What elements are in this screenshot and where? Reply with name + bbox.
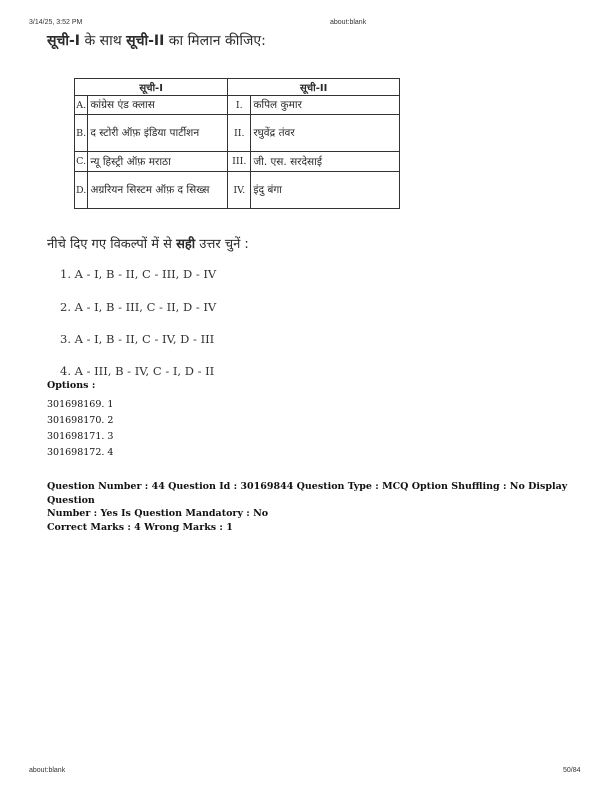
- option-id-3: 301698171. 3: [47, 431, 114, 442]
- row-left-tag: D.: [75, 172, 88, 209]
- question-heading: [47, 31, 266, 50]
- answer-choice-2: 2. A - I, B - III, C - II, D - IV: [60, 300, 217, 314]
- print-page-title: about:blank: [330, 19, 367, 26]
- meta-line-2: Number : Yes Is Question Mandatory : No: [47, 508, 269, 519]
- footer-page-number: 50/84: [563, 767, 581, 774]
- table-header-row: [75, 79, 400, 96]
- row-right-tag: II.: [228, 115, 251, 152]
- row-left-text: अग्ररियन सिस्टम ऑफ़ द सिख्स: [88, 172, 228, 209]
- row-left-text: कांग्रेस एंड क्लास: [88, 96, 228, 115]
- row-right-tag: I.: [228, 96, 251, 115]
- table-row: [75, 172, 400, 209]
- table-row: [75, 96, 400, 115]
- table-row: [75, 115, 400, 152]
- list1-header: सूची-I: [75, 79, 228, 96]
- list2-header: सूची-II: [228, 79, 400, 96]
- option-id-4: 301698172. 4: [47, 447, 114, 458]
- option-id-2: 301698170. 2: [47, 415, 114, 426]
- instruction-part1: नीचे दिए गए विकल्पों में से: [47, 237, 177, 252]
- heading-list1: सूची-I: [47, 33, 80, 49]
- row-right-text: रघुवेंद्र तंवर: [251, 115, 400, 152]
- row-right-tag: IV.: [228, 172, 251, 209]
- print-datetime: 3/14/25, 3:52 PM: [29, 19, 83, 26]
- meta-line-1: Question Number : 44 Question Id : 30169844 Question Type : MCQ Option Shuffling : No Display Question: [47, 481, 568, 506]
- row-right-text: जी. एस. सरदेसाई: [251, 152, 400, 172]
- heading-list2: सूची-II: [126, 33, 165, 49]
- row-right-text: इंदु बंगा: [251, 172, 400, 209]
- heading-match: का मिलान कीजिए:: [164, 33, 266, 49]
- row-left-text: न्यू हिस्ट्री ऑफ़ मराठा: [88, 152, 228, 172]
- options-label: Options :: [47, 380, 96, 391]
- match-table: [74, 78, 400, 209]
- instruction-text: [47, 234, 249, 252]
- row-right-tag: III.: [228, 152, 251, 172]
- table-row: [75, 152, 400, 172]
- question-metadata: [47, 480, 577, 534]
- meta-line-3: Correct Marks : 4 Wrong Marks : 1: [47, 521, 233, 533]
- heading-with: के साथ: [80, 33, 127, 49]
- footer-url: about:blank: [29, 767, 66, 774]
- answer-choice-4: 4. A - III, B - IV, C - I, D - II: [60, 364, 215, 378]
- row-left-text: द स्टोरी ऑफ़ इंडिया पार्टीशन: [88, 115, 228, 152]
- answer-choice-1: 1. A - I, B - II, C - III, D - IV: [60, 267, 217, 281]
- answer-choice-3: 3. A - I, B - II, C - IV, D - III: [60, 332, 215, 346]
- instruction-bold: सही: [176, 237, 196, 252]
- row-left-tag: A.: [75, 96, 88, 115]
- row-right-text: कपिल कुमार: [251, 96, 400, 115]
- row-left-tag: B.: [75, 115, 88, 152]
- option-id-1: 301698169. 1: [47, 399, 114, 410]
- row-left-tag: C.: [75, 152, 88, 172]
- instruction-part2: उत्तर चुनें :: [195, 237, 249, 252]
